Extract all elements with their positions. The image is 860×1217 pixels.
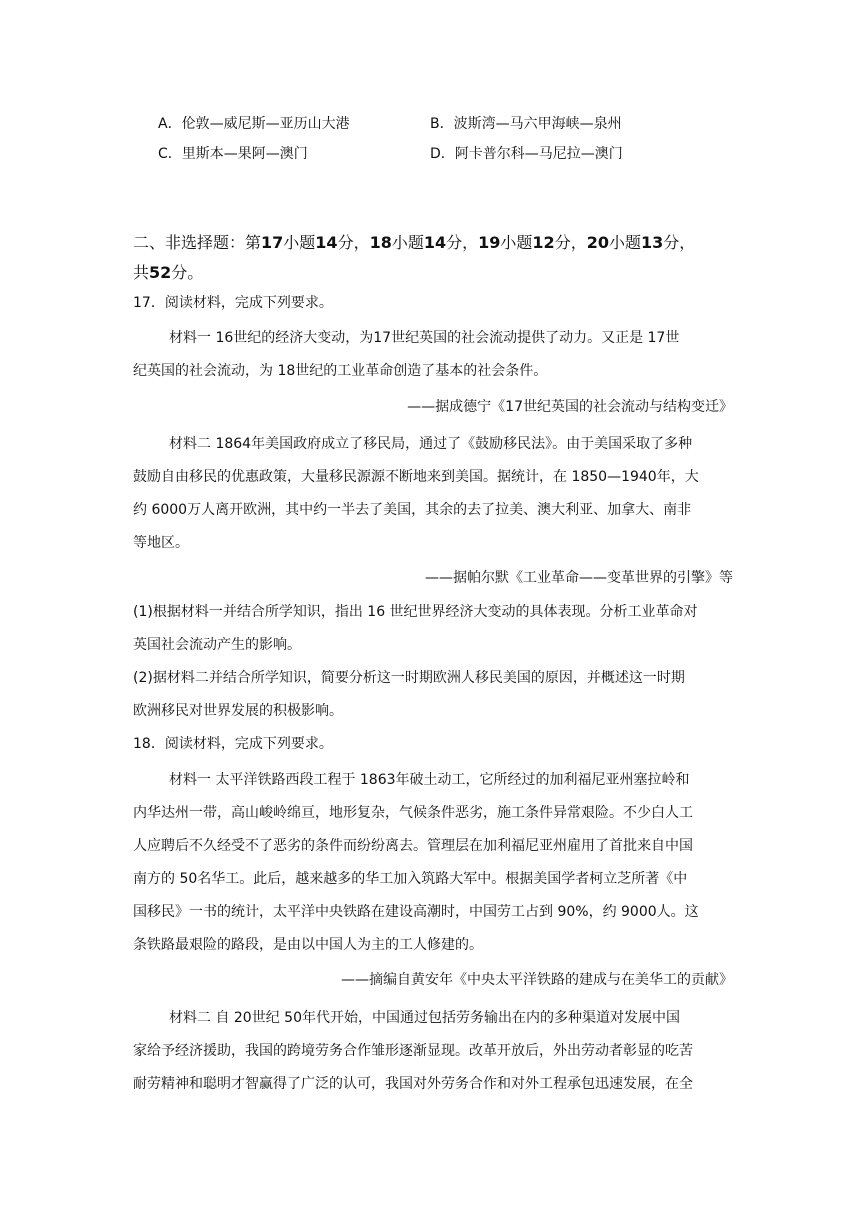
section-score: 12 xyxy=(532,233,555,252)
section-number: 20 xyxy=(586,233,609,252)
q18-material-2 xyxy=(133,1002,733,1101)
text-line: 人应聘后不久经受不了恶劣的条件而纷纷离去。管理层在加利福尼亚州雇用了首批来自中国 xyxy=(133,838,693,854)
section-text: 分， xyxy=(337,233,370,252)
text-line: 南方的 50名华工。此后，越来越多的华工加入筑路大军中。根据美国学者柯立芝所著《中 xyxy=(133,871,688,887)
text-line: 国移民》一书的统计，太平洋中央铁路在建设高潮时，中国劳工占到 90%，约 9000人。这 xyxy=(133,904,699,920)
section-heading xyxy=(133,228,753,288)
section-number: 19 xyxy=(478,233,501,252)
option-d: D．阿卡普尔科—马尼拉—澳门 xyxy=(430,146,623,162)
text-line: 英国社会流动产生的影响。 xyxy=(133,637,301,653)
q17-material-2 xyxy=(133,428,733,560)
q18-material-1-source: ——摘编自黄安年《中央太平洋铁路的建成与在美华工的贡献》 xyxy=(341,972,733,988)
section-text: 分， xyxy=(554,233,587,252)
question-17-title: 17．阅读材料，完成下列要求。 xyxy=(133,295,333,311)
question-18-title: 18．阅读材料，完成下列要求。 xyxy=(133,736,333,752)
text-line: 材料二 1864年美国政府成立了移民局，通过了《鼓励移民法》。由于美国采取了多种 xyxy=(169,436,693,452)
option-a: A．伦敦—威尼斯—亚历山大港 xyxy=(158,116,350,132)
q17-requirement-1 xyxy=(133,596,733,662)
section-text: 小题 xyxy=(608,233,641,252)
q18-material-1 xyxy=(133,764,733,962)
text-line: 鼓励自由移民的优惠政策，大量移民源源不断地来到美国。据统计，在 1850—1940年，大 xyxy=(133,469,699,485)
section-text: 共 xyxy=(133,263,150,282)
text-line: 内华达州一带，高山峻岭绵亘，地形复杂，气候条件恶劣，施工条件异常艰险。不少白人工 xyxy=(133,805,693,821)
section-text: 二、非选择题：第 xyxy=(133,233,262,252)
text-line: 家给予经济援助，我国的跨境劳务合作雏形逐渐显现。改革开放后，外出劳动者彰显的吃苦 xyxy=(133,1043,693,1059)
q17-requirement-2 xyxy=(133,662,733,728)
section-text: 小题 xyxy=(500,233,533,252)
text-line: 材料一 16世纪的经济大变动，为17世纪英国的社会流动提供了动力。又正是 17世 xyxy=(169,330,680,346)
section-score: 14 xyxy=(423,233,447,252)
q17-material-1-source: ——据成德宁《17世纪英国的社会流动与结构变迁》 xyxy=(407,399,733,415)
text-line: 条铁路最艰险的路段，是由以中国人为主的工人修建的。 xyxy=(133,937,483,953)
section-score: 14 xyxy=(315,233,338,252)
text-line: 约 6000万人离开欧洲，其中约一半去了美国，其余的去了拉美、澳大利亚、加拿大、南非 xyxy=(133,502,692,518)
q17-material-1 xyxy=(133,322,733,388)
section-number: 18 xyxy=(369,233,392,252)
section-text: 分， xyxy=(446,233,479,252)
section-text: 小题 xyxy=(283,233,316,252)
option-c: C．里斯本—果阿—澳门 xyxy=(158,146,308,162)
text-line: 材料一 太平洋铁路西段工程于 1863年破土动工，它所经过的加利福尼亚州塞拉岭和 xyxy=(169,772,690,788)
section-text: 分， xyxy=(663,233,696,252)
text-line: 耐劳精神和聪明才智赢得了广泛的认可，我国对外劳务合作和对外工程承包迅速发展，在全 xyxy=(133,1076,693,1092)
section-score: 13 xyxy=(640,233,664,252)
text-line: 等地区。 xyxy=(133,535,189,551)
text-line: (1)根据材料一并结合所学知识，指出 16 世纪世界经济大变动的具体表现。分析工业革命对 xyxy=(133,604,698,620)
section-number: 17 xyxy=(261,233,284,252)
section-text: 小题 xyxy=(391,233,424,252)
text-line: 材料二 自 20世纪 50年代开始，中国通过包括劳务输出在内的多种渠道对发展中国 xyxy=(169,1010,680,1026)
section-total: 52 xyxy=(149,263,172,282)
text-line: 欧洲移民对世界发展的积极影响。 xyxy=(133,703,343,719)
text-line: 纪英国的社会流动，为 18世纪的工业革命创造了基本的社会条件。 xyxy=(133,363,548,379)
option-b: B．波斯湾—马六甲海峡—泉州 xyxy=(430,116,622,132)
q17-material-2-source: ——据帕尔默《工业革命——变革世界的引擎》等 xyxy=(425,570,733,586)
section-text: 分。 xyxy=(171,263,204,282)
text-line: (2)据材料二并结合所学知识，简要分析这一时期欧洲人移民美国的原因，并概述这一时期 xyxy=(133,670,685,686)
